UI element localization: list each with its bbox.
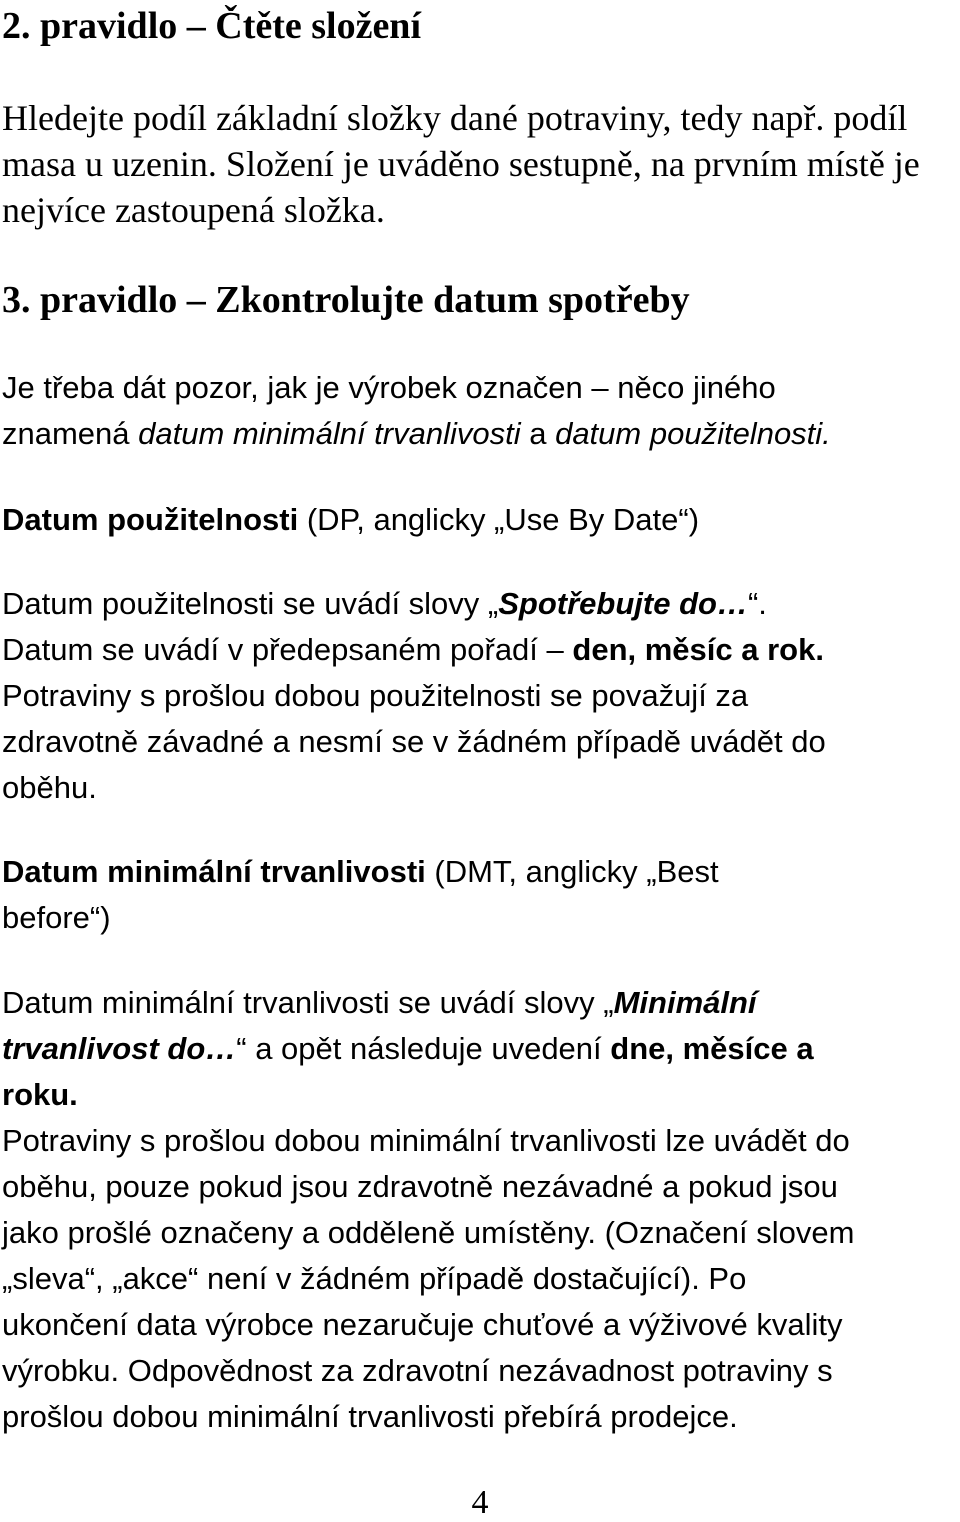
dp-title-bold: Datum použitelnosti: [2, 502, 299, 537]
rule-3-intro-line: Je třeba dát pozor, jak je výrobek označen – něco jiného: [2, 370, 776, 405]
rule-2-text: [2, 95, 920, 233]
dp-text: [2, 581, 826, 811]
dmt-line: ukončení data výrobce nezaručuje chuťové a výživové kvality: [2, 1307, 843, 1342]
rule-3-intro: [2, 365, 831, 457]
dmt-line: oběhu, pouze pokud jsou zdravotně nezávadné a pokud jsou: [2, 1169, 838, 1204]
dp-line: zdravotně závadné a nesmí se v žádném případě uvádět do: [2, 724, 826, 759]
rule-2-line: Hledejte podíl základní složky dané potraviny, tedy např. podíl: [2, 98, 908, 138]
rule-3-heading: 3. pravidlo – Zkontrolujte datum spotřeby: [2, 279, 690, 321]
dp-title: Datum použitelnosti (DP, anglicky „Use By Date“): [2, 502, 700, 537]
rule-2-line: masa u uzenin. Složení je uváděno sestupně, na prvním místě je: [2, 144, 920, 184]
dmt-text: [2, 980, 854, 1440]
dmt-line: „sleva“, „akce“ není v žádném případě dostačující). Po: [2, 1261, 747, 1296]
dmt-line: prošlou dobou minimální trvanlivosti přebírá prodejce.: [2, 1399, 738, 1434]
dmt-title: Datum minimální trvanlivosti (DMT, anglicky „Best before“): [2, 854, 719, 935]
rule-3-intro-line: znamená datum minimální trvanlivosti a datum použitelnosti.: [2, 416, 831, 451]
dmt-line: Datum minimální trvanlivosti se uvádí slovy „Minimální: [2, 985, 757, 1020]
dp-line: Datum použitelnosti se uvádí slovy „Spotřebujte do…“.: [2, 586, 767, 621]
dmt-line: Potraviny s prošlou dobou minimální trvanlivosti lze uvádět do: [2, 1123, 850, 1158]
dmt-line: výrobku. Odpovědnost za zdravotní nezávadnost potraviny s: [2, 1353, 833, 1388]
dmt-title-bold: Datum minimální trvanlivosti: [2, 854, 426, 889]
rule-2-line: nejvíce zastoupená složka.: [2, 190, 385, 230]
dmt-line: jako prošlé označeny a odděleně umístěny. (Označení slovem: [2, 1215, 855, 1250]
dp-line: Potraviny s prošlou dobou použitelnosti se považují za: [2, 678, 749, 713]
dp-line: oběhu.: [2, 770, 97, 805]
dmt-line: roku.: [2, 1077, 78, 1112]
rule-2-heading: 2. pravidlo – Čtěte složení: [2, 5, 422, 47]
page-number: 4: [471, 1484, 489, 1521]
dp-line: Datum se uvádí v předepsaném pořadí – den, měsíc a rok.: [2, 632, 824, 667]
dmt-line: trvanlivost do…“ a opět následuje uvedení dne, měsíce a: [2, 1031, 814, 1066]
